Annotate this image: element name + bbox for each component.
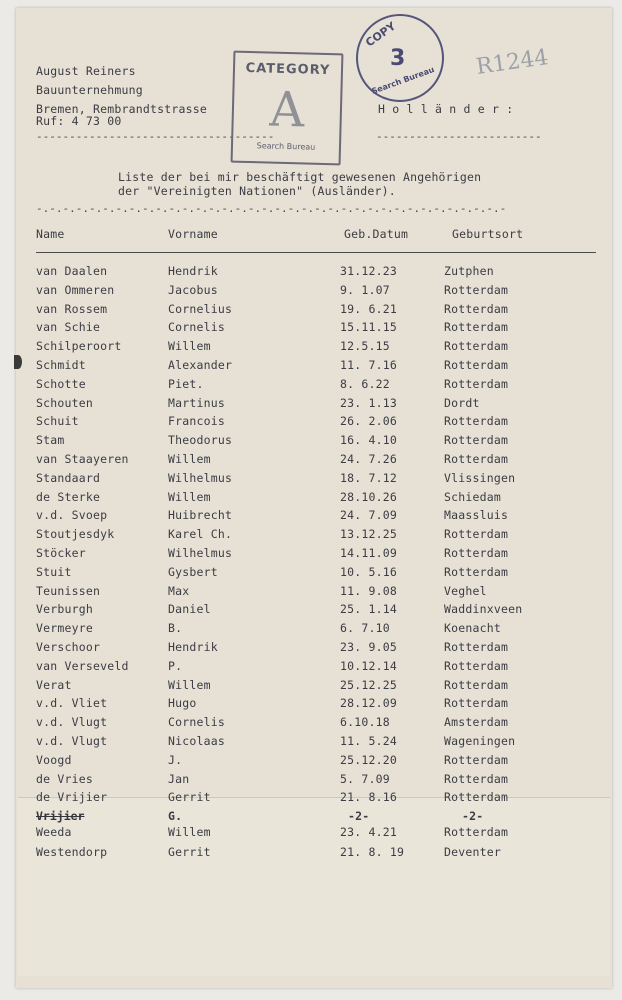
- cell-geburtsort: Rotterdam: [444, 640, 509, 654]
- struck-row-ort: -2-: [462, 809, 484, 823]
- header-rule: [36, 252, 596, 253]
- cell-vorname: Willem: [168, 677, 211, 692]
- cell-geb-datum: 9. 1.07: [340, 282, 390, 297]
- cell-name: van Staayeren: [36, 452, 129, 466]
- cell-name: de Vrijier: [36, 790, 108, 805]
- cell-geb-datum: 31.12.23: [340, 264, 397, 278]
- cell-name: Stam: [36, 433, 65, 448]
- category-stamp: [231, 51, 344, 166]
- cell-name: Verat: [36, 677, 72, 692]
- cell-geb-datum: 6.10.18: [340, 715, 390, 730]
- cell-name: v.d. Vliet: [36, 696, 108, 711]
- cell-geburtsort: Rotterdam: [444, 677, 509, 692]
- cell-geb-datum: 28.12.09: [340, 696, 397, 711]
- cell-geburtsort: Rotterdam: [444, 339, 509, 354]
- cell-name: Schmidt: [36, 358, 86, 372]
- cell-geb-datum: 16. 4.10: [340, 433, 397, 448]
- cell-name: Verschoor: [36, 640, 101, 654]
- cell-geb-datum: 8. 6.22: [340, 376, 390, 391]
- cell-geburtsort: Rotterdam: [444, 452, 509, 466]
- cell-vorname: Francois: [168, 414, 225, 429]
- cell-name: Weeda: [36, 825, 72, 839]
- cell-vorname: Nicolaas: [168, 734, 225, 748]
- cell-geb-datum: 24. 7.09: [340, 508, 397, 523]
- cell-geburtsort: Rotterdam: [444, 564, 509, 579]
- cell-vorname: Theodorus: [168, 433, 233, 448]
- title-line-2: der "Vereinigten Nationen" (Ausländer).: [118, 184, 396, 198]
- cell-geburtsort: Rotterdam: [444, 658, 509, 673]
- cell-name: Stöcker: [36, 546, 86, 560]
- cell-name: Standaard: [36, 470, 101, 485]
- recipient-heading: H o l l ä n d e r :: [378, 102, 514, 116]
- column-header-vorname: Vorname: [168, 227, 218, 241]
- cell-geb-datum: 10. 5.16: [340, 564, 397, 579]
- cell-name: v.d. Vlugt: [36, 734, 108, 748]
- cell-geburtsort: Veghel: [444, 583, 487, 598]
- page-tear-mark: [14, 355, 22, 369]
- sender-name: August Reiners: [36, 64, 136, 78]
- cell-vorname: Cornelius: [168, 301, 233, 316]
- cell-geb-datum: 25.12.25: [340, 677, 397, 692]
- cell-geburtsort: Zutphen: [444, 264, 494, 278]
- cell-geb-datum: 21. 8. 19: [340, 845, 405, 859]
- cell-name: van Schie: [36, 320, 101, 335]
- cell-vorname: Jacobus: [168, 282, 218, 297]
- struck-row-vorname: G.: [168, 809, 183, 823]
- cell-geburtsort: Waddinxveen: [444, 602, 523, 617]
- cell-geb-datum: 6. 7.10: [340, 621, 390, 636]
- cell-name: Verburgh: [36, 602, 93, 617]
- cell-geburtsort: Rotterdam: [444, 696, 509, 711]
- cell-vorname: Gerrit: [168, 790, 211, 805]
- cell-vorname: P.: [168, 658, 183, 673]
- cell-name: Westendorp: [36, 845, 108, 859]
- cell-vorname: Huibrecht: [168, 508, 233, 523]
- cell-name: Stoutjesdyk: [36, 527, 115, 542]
- cell-name: Teunissen: [36, 583, 101, 598]
- cell-geburtsort: Amsterdam: [444, 715, 509, 730]
- cell-vorname: Willem: [168, 452, 211, 466]
- cell-vorname: Max: [168, 583, 190, 598]
- cell-geburtsort: Rotterdam: [444, 546, 509, 560]
- cell-vorname: Martinus: [168, 395, 225, 410]
- copy-stamp-label: COPY: [363, 19, 399, 50]
- cell-geb-datum: 19. 6.21: [340, 301, 397, 316]
- cell-name: Stuit: [36, 564, 72, 579]
- cell-name: v.d. Svoep: [36, 508, 108, 523]
- cell-geburtsort: Dordt: [444, 395, 480, 410]
- cell-vorname: Hendrik: [168, 264, 218, 278]
- cell-geburtsort: Maassluis: [444, 508, 509, 523]
- cell-geburtsort: Rotterdam: [444, 358, 509, 372]
- cell-vorname: Willem: [168, 489, 211, 504]
- cell-vorname: J.: [168, 752, 183, 767]
- cell-geburtsort: Rotterdam: [444, 433, 509, 448]
- cell-vorname: Wilhelmus: [168, 470, 233, 485]
- cell-geb-datum: 23. 9.05: [340, 640, 397, 654]
- title-line-1: Liste der bei mir beschäftigt gewesenen Angehörigen: [118, 170, 482, 184]
- separator-right: -------------------------: [376, 130, 542, 143]
- cell-geb-datum: 26. 2.06: [340, 414, 397, 429]
- category-stamp-label: CATEGORY: [245, 60, 331, 79]
- cell-name: van Verseveld: [36, 658, 129, 673]
- cell-name: van Ommeren: [36, 282, 115, 297]
- column-header-geb-datum: Geb.Datum: [344, 227, 409, 241]
- cell-geburtsort: Rotterdam: [444, 414, 509, 429]
- cell-vorname: Karel Ch.: [168, 527, 233, 542]
- copy-stamp: [356, 14, 444, 102]
- cell-geburtsort: Deventer: [444, 845, 501, 859]
- cell-vorname: Gysbert: [168, 564, 218, 579]
- cell-vorname: Willem: [168, 339, 211, 354]
- cell-vorname: Wilhelmus: [168, 546, 233, 560]
- cell-vorname: Daniel: [168, 602, 211, 617]
- cell-vorname: Gerrit: [168, 845, 211, 859]
- cell-name: Schilperoort: [36, 339, 122, 354]
- cell-geburtsort: Rotterdam: [444, 825, 509, 839]
- cell-geburtsort: Rotterdam: [444, 771, 509, 786]
- cell-name: Voogd: [36, 752, 72, 767]
- cell-vorname: Piet.: [168, 376, 204, 391]
- cell-geb-datum: 23. 1.13: [340, 395, 397, 410]
- sender-address: Bremen, Rembrandtstrasse: [36, 102, 207, 116]
- struck-row-name: Vrijier: [36, 809, 85, 823]
- separator-left: ------------------------------------: [36, 130, 275, 143]
- cell-geb-datum: 25. 1.14: [340, 602, 397, 617]
- cell-geb-datum: 11. 5.24: [340, 734, 397, 748]
- cell-geb-datum: 21. 8.16: [340, 790, 397, 805]
- cell-geburtsort: Rotterdam: [444, 282, 509, 297]
- cell-name: van Daalen: [36, 264, 108, 278]
- column-header-name: Name: [36, 227, 65, 241]
- category-stamp-value: A: [268, 81, 306, 139]
- cell-geb-datum: 13.12.25: [340, 527, 397, 542]
- sender-company: Bauunternehmung: [36, 83, 143, 97]
- cell-name: Schotte: [36, 376, 86, 391]
- cell-geb-datum: 15.11.15: [340, 320, 397, 335]
- cell-vorname: Cornelis: [168, 320, 225, 335]
- cell-geburtsort: Koenacht: [444, 621, 501, 636]
- cell-geburtsort: Rotterdam: [444, 301, 509, 316]
- cell-geburtsort: Rotterdam: [444, 790, 509, 805]
- cell-name: v.d. Vlugt: [36, 715, 108, 730]
- cell-name: Schuit: [36, 414, 79, 429]
- cell-name: Schouten: [36, 395, 93, 410]
- document-lower-strip: [18, 797, 610, 976]
- column-header-geburtsort: Geburtsort: [452, 227, 524, 241]
- cell-geburtsort: Rotterdam: [444, 527, 509, 542]
- cell-vorname: B.: [168, 621, 183, 636]
- category-stamp-sub: Search Bureau: [256, 141, 316, 152]
- cell-geburtsort: Schiedam: [444, 489, 501, 504]
- cell-geb-datum: 5. 7.09: [340, 771, 390, 786]
- title-separator: -.-.-.-.-.-.-.-.-.-.-.-.-.-.-.-.-.-.-.-.-.-.-.-.-.-.-.-.-.-.-.-.-.-.-.-: [36, 202, 507, 215]
- copy-stamp-number: 3: [390, 46, 406, 71]
- cell-vorname: Hugo: [168, 696, 197, 711]
- cell-geb-datum: 28.10.26: [340, 489, 397, 504]
- cell-vorname: Cornelis: [168, 715, 225, 730]
- struck-row-geb: -2-: [348, 809, 370, 823]
- sender-phone: Ruf: 4 73 00: [36, 114, 122, 128]
- copy-stamp-sub: Search Bureau: [370, 64, 436, 97]
- cell-geb-datum: 11. 7.16: [340, 358, 397, 372]
- cell-geb-datum: 25.12.20: [340, 752, 397, 767]
- cell-geburtsort: Rotterdam: [444, 752, 509, 767]
- cell-geb-datum: 11. 9.08: [340, 583, 397, 598]
- cell-vorname: Alexander: [168, 358, 233, 372]
- cell-geb-datum: 24. 7.26: [340, 452, 397, 466]
- cell-vorname: Hendrik: [168, 640, 218, 654]
- cell-geb-datum: 12.5.15: [340, 339, 390, 354]
- cell-geburtsort: Wageningen: [444, 734, 516, 748]
- cell-name: de Vries: [36, 771, 93, 786]
- cell-geb-datum: 14.11.09: [340, 546, 397, 560]
- cell-name: van Rossem: [36, 301, 108, 316]
- cell-geburtsort: Rotterdam: [444, 320, 509, 335]
- cell-vorname: Jan: [168, 771, 190, 786]
- cell-name: de Sterke: [36, 489, 101, 504]
- cell-geburtsort: Rotterdam: [444, 376, 509, 391]
- cell-geb-datum: 18. 7.12: [340, 470, 397, 485]
- cell-name: Vermeyre: [36, 621, 93, 636]
- reference-number: R1244: [474, 45, 550, 80]
- cell-geburtsort: Vlissingen: [444, 470, 516, 485]
- cell-geb-datum: 10.12.14: [340, 658, 397, 673]
- cell-geb-datum: 23. 4.21: [340, 825, 397, 839]
- cell-vorname: Willem: [168, 825, 211, 839]
